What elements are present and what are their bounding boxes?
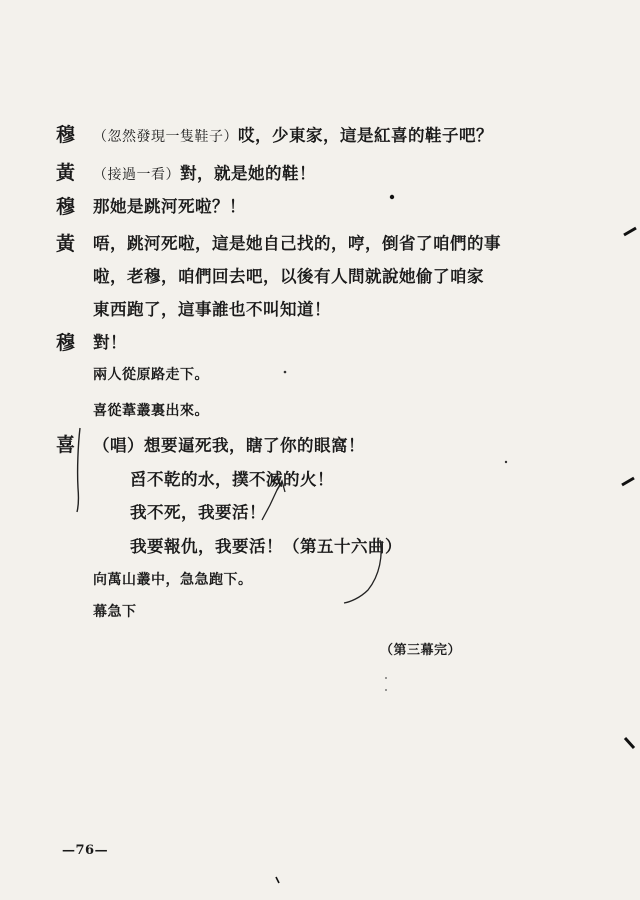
song-text: 想要逼死我，瞎了你的眼窩！ [144, 436, 365, 455]
dialogue-text: 哎，少東家，這是紅喜的鞋子吧？ [238, 126, 493, 145]
speaker-label: 黃 [56, 233, 76, 255]
dialogue-line [93, 193, 246, 217]
stage-direction: 兩人從原路走下。 [93, 367, 209, 383]
song-line: 舀不乾的水，撲不滅的火！ [130, 470, 334, 489]
stage-direction: 幕急下 [93, 604, 137, 620]
dialogue-continuation: 東西跑了，這事誰也不叫知道！ [93, 300, 331, 319]
song-intro: （唱） [93, 436, 144, 455]
stage-direction: 喜從葦叢裏出來。 [93, 403, 209, 419]
song-line: 我要報仇，我要活！（第五十六曲） [130, 537, 402, 556]
speaker-label: 穆 [56, 124, 76, 146]
dialogue-line [93, 122, 493, 146]
dialogue-line [93, 230, 501, 254]
act-end-note: （第三幕完） [380, 643, 462, 658]
page-number: —76— [62, 843, 109, 858]
song-line: 我不死，我要活！ [130, 503, 266, 522]
song-line [93, 432, 365, 456]
speaker-label: 穆 [56, 332, 76, 354]
dialogue-line [93, 160, 316, 184]
stage-direction: 向萬山叢中，急急跑下。 [93, 572, 253, 588]
speaker-label: 喜 [56, 434, 76, 456]
dialogue-text: 唔，跳河死啦，這是她自己找的，哼，倒省了咱們的事 [93, 234, 501, 253]
stage-parenthetical: （接過一看） [93, 167, 180, 183]
dialogue-text: 那她是跳河死啦？！ [93, 197, 246, 216]
speaker-label: 黃 [56, 162, 76, 184]
dialogue-continuation: 啦，老穆，咱們回去吧，以後有人問就說她偷了咱家 [93, 267, 484, 286]
stage-parenthetical: （忽然發現一隻鞋子） [93, 129, 238, 145]
dialogue-line [93, 329, 127, 353]
dialogue-text: 對，就是她的鞋！ [180, 164, 316, 183]
speaker-label: 穆 [56, 196, 76, 218]
dialogue-text: 對！ [93, 333, 127, 352]
